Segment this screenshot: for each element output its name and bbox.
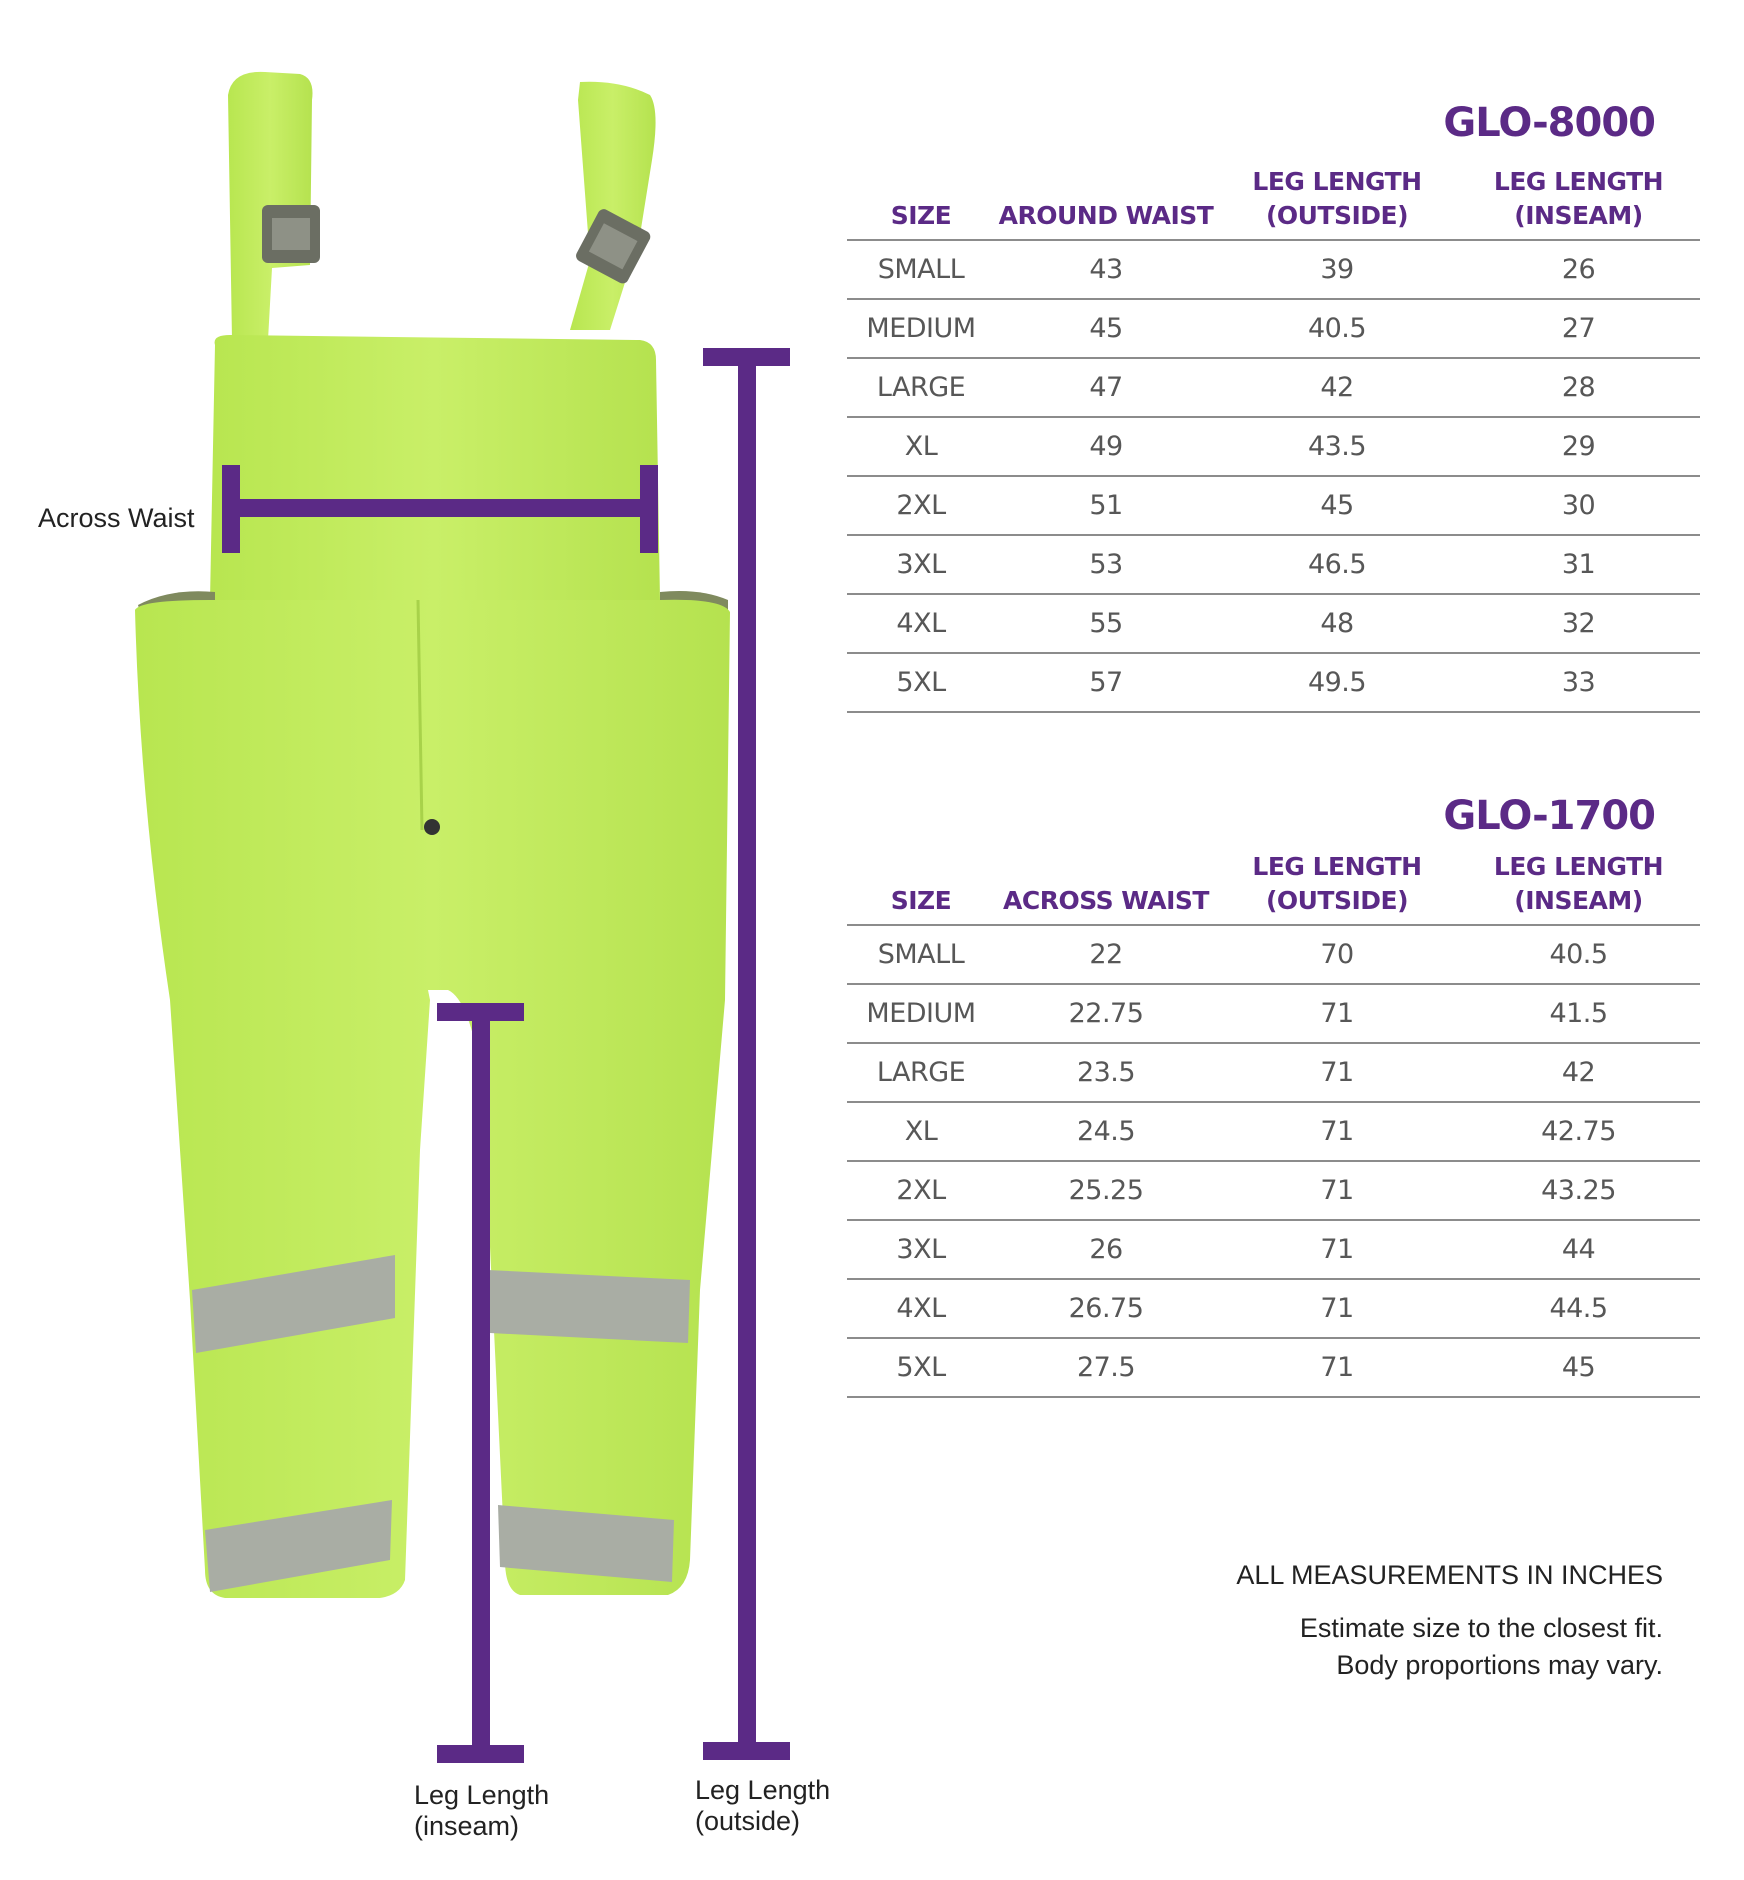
- cell-size: 4XL: [896, 608, 946, 639]
- cell-waist: 47: [1089, 372, 1123, 403]
- cell-waist: 53: [1089, 549, 1123, 580]
- units-note: ALL MEASUREMENTS IN INCHES: [1236, 1560, 1663, 1590]
- table-row: [847, 1102, 1700, 1161]
- cell-size: SMALL: [877, 254, 965, 285]
- cell-outside: 71: [1320, 1352, 1354, 1383]
- table-row: [847, 594, 1700, 653]
- cell-inseam: 44: [1561, 1234, 1596, 1265]
- cell-outside: 71: [1320, 1057, 1354, 1088]
- cell-waist: 26: [1089, 1234, 1123, 1265]
- table-row: [847, 984, 1700, 1043]
- reflective-tape-right-upper: [488, 1270, 690, 1343]
- across-waist-label: Across Waist: [38, 503, 195, 533]
- cell-inseam: 32: [1561, 608, 1596, 639]
- table-row: [847, 925, 1700, 984]
- fly-button: [424, 819, 440, 835]
- cell-outside: 45: [1320, 490, 1354, 521]
- cell-inseam: 42: [1561, 1057, 1596, 1088]
- cell-size: XL: [904, 1116, 938, 1147]
- pants-body: [135, 600, 730, 1598]
- table-row: [847, 299, 1700, 358]
- cell-waist: 26.75: [1068, 1293, 1144, 1324]
- cell-inseam: 45: [1561, 1352, 1596, 1383]
- cell-size: 3XL: [896, 549, 946, 580]
- right-strap: [570, 82, 656, 330]
- cell-waist: 24.5: [1076, 1116, 1136, 1147]
- cell-inseam: 41.5: [1549, 998, 1608, 1029]
- cell-inseam: 42.75: [1541, 1116, 1616, 1147]
- cell-size: SMALL: [877, 939, 965, 970]
- cell-size: 2XL: [896, 490, 946, 521]
- fit-note-line2: Body proportions may vary.: [1336, 1650, 1663, 1680]
- cell-waist: 49: [1089, 431, 1123, 462]
- cell-inseam: 28: [1561, 372, 1596, 403]
- cell-outside: 49.5: [1307, 667, 1367, 698]
- cell-inseam: 29: [1561, 431, 1596, 462]
- cell-outside: 48: [1320, 608, 1354, 639]
- header-leg-inseam: LEG LENGTH (INSEAM): [1493, 852, 1664, 915]
- cell-waist: 57: [1089, 667, 1123, 698]
- cell-inseam: 27: [1561, 313, 1596, 344]
- leg-inseam-label: Leg Length (inseam): [414, 1780, 550, 1841]
- cell-waist: 25.25: [1068, 1175, 1144, 1206]
- cell-outside: 39: [1320, 254, 1354, 285]
- cell-size: XL: [904, 431, 938, 462]
- cell-inseam: 33: [1561, 667, 1596, 698]
- cell-waist: 51: [1089, 490, 1123, 521]
- table-row: [847, 240, 1700, 299]
- cell-outside: 71: [1320, 1293, 1354, 1324]
- bib: [210, 335, 660, 600]
- table-row: [847, 1161, 1700, 1220]
- cell-size: 5XL: [896, 1352, 946, 1383]
- table-row: [847, 476, 1700, 535]
- cell-waist: 22: [1089, 939, 1123, 970]
- cell-waist: 23.5: [1076, 1057, 1136, 1088]
- cell-inseam: 44.5: [1549, 1293, 1608, 1324]
- table-row: [847, 1279, 1700, 1338]
- overalls-drawing: [0, 0, 840, 1875]
- cell-outside: 71: [1320, 1116, 1354, 1147]
- cell-waist: 22.75: [1068, 998, 1144, 1029]
- overalls-illustration: [0, 0, 840, 1875]
- cell-outside: 40.5: [1307, 313, 1367, 344]
- header-leg-inseam: LEG LENGTH (INSEAM): [1493, 167, 1664, 230]
- cell-inseam: 43.25: [1541, 1175, 1616, 1206]
- table-row: [847, 1338, 1700, 1397]
- table-row: [847, 653, 1700, 712]
- table-row: [847, 535, 1700, 594]
- cell-size: LARGE: [876, 372, 966, 403]
- cell-outside: 42: [1320, 372, 1354, 403]
- cell-inseam: 31: [1561, 549, 1596, 580]
- header-leg-outside: LEG LENGTH (OUTSIDE): [1252, 852, 1422, 915]
- fit-note: [1300, 1610, 1663, 1684]
- cell-outside: 71: [1320, 998, 1354, 1029]
- cell-size: 3XL: [896, 1234, 946, 1265]
- cell-size: MEDIUM: [866, 998, 976, 1029]
- model-title-glo-8000: GLO-8000: [1443, 100, 1655, 146]
- cell-inseam: 40.5: [1549, 939, 1608, 970]
- cell-waist: 45: [1089, 313, 1123, 344]
- cell-outside: 71: [1320, 1175, 1354, 1206]
- table-row: [847, 358, 1700, 417]
- cell-outside: 46.5: [1307, 549, 1367, 580]
- size-table-glo-8000: [847, 165, 1700, 713]
- cell-waist: 55: [1089, 608, 1123, 639]
- cell-inseam: 30: [1561, 490, 1596, 521]
- cell-size: LARGE: [876, 1057, 966, 1088]
- fit-note-line1: Estimate size to the closest fit.: [1299, 1613, 1663, 1643]
- model-title-glo-1700: GLO-1700: [1443, 793, 1655, 839]
- table-row: [847, 1220, 1700, 1279]
- cell-size: 2XL: [896, 1175, 946, 1206]
- header-leg-outside: LEG LENGTH (OUTSIDE): [1252, 167, 1422, 230]
- table-row: [847, 417, 1700, 476]
- cell-inseam: 26: [1561, 254, 1596, 285]
- size-table-glo-1700: [847, 850, 1700, 1398]
- cell-waist: 43: [1089, 254, 1123, 285]
- header-size: SIZE: [890, 201, 952, 230]
- header-size: SIZE: [890, 886, 952, 915]
- cell-outside: 71: [1320, 1234, 1354, 1265]
- table-row: [847, 1043, 1700, 1102]
- header-waist: ACROSS WAIST: [1003, 886, 1209, 915]
- cell-outside: 43.5: [1307, 431, 1367, 462]
- leg-outside-label: Leg Length (outside): [695, 1775, 831, 1836]
- cell-outside: 70: [1320, 939, 1354, 970]
- cell-size: MEDIUM: [866, 313, 976, 344]
- cell-size: 4XL: [896, 1293, 946, 1324]
- cell-size: 5XL: [896, 667, 946, 698]
- header-waist: AROUND WAIST: [998, 201, 1214, 230]
- cell-waist: 27.5: [1076, 1352, 1136, 1383]
